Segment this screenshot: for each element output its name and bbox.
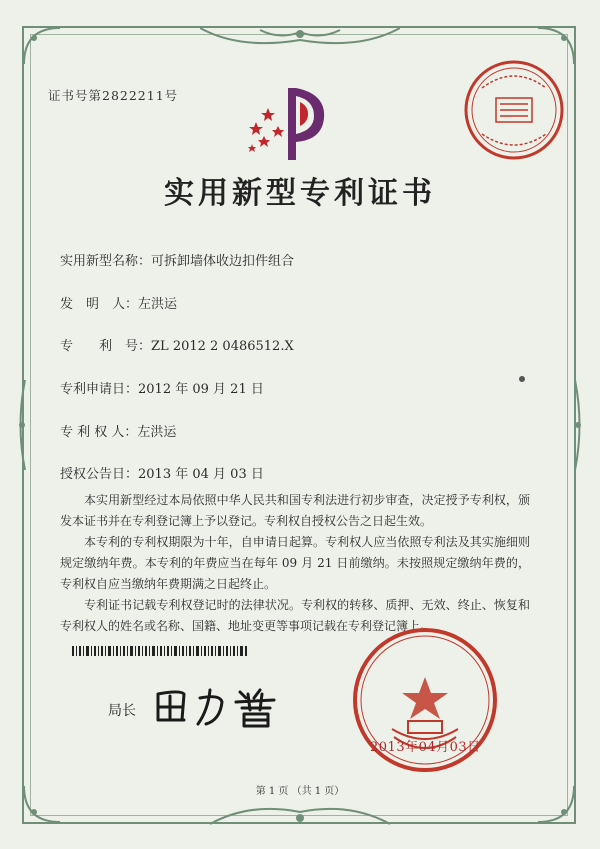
right-side-ornament (566, 380, 584, 470)
field-label: 专 利 号： (60, 339, 152, 354)
field-label: 授权公告日： (60, 467, 139, 482)
field-patentee (60, 421, 176, 440)
tax-stamp (462, 58, 566, 162)
field-label: 发 明 人： (60, 297, 139, 312)
field-patent-number (60, 335, 294, 354)
certificate-number: 证书号第2822211号 (48, 88, 179, 103)
field-grant-date (60, 463, 264, 482)
field-inventor (60, 293, 177, 312)
certificate-title: 实用新型专利证书 (164, 176, 436, 211)
field-value: ZL 2012 2 0486512.X (151, 339, 294, 354)
body-paragraph: 本专利的专利权期限为十年，自申请日起算。专利权人应当依照专利法及其实施细则规定缴纳年费。本专利的年费应当在每年 09 月 21 日前缴纳。未按照规定缴纳年费的，专利权自应当缴纳年费期满之日起终止。 (60, 535, 530, 591)
decorative-dot (519, 376, 525, 382)
field-value: 左洪运 (138, 297, 178, 312)
corner-ornament-tl (22, 26, 62, 66)
left-side-ornament (16, 380, 34, 470)
director-label: 局长 (108, 703, 136, 719)
bottom-ornament (210, 800, 390, 826)
director-signature (150, 680, 290, 730)
body-paragraph: 本实用新型经过本局依照中华人民共和国专利法进行初步审查，决定授予专利权，颁发本证书并在专利登记簿上予以登记。专利权自授权公告之日起生效。 (60, 493, 530, 528)
field-label: 专利申请日： (60, 382, 139, 397)
field-application-date (60, 378, 264, 397)
page-number: 第 1 页 （共 1 页） (255, 786, 345, 797)
seal-date: 2013年04月03日 (370, 740, 481, 755)
field-utility-model-name (60, 250, 294, 269)
field-value: 2012 年 09 月 21 日 (138, 382, 264, 397)
field-value: 可拆卸墙体收边扣件组合 (151, 254, 295, 269)
field-value: 左洪运 (137, 425, 177, 440)
field-value: 2013 年 04 月 03 日 (138, 467, 264, 482)
certificate-body (60, 490, 530, 637)
body-paragraph: 专利证书记载专利权登记时的法律状况。专利权的转移、质押、无效、终止、恢复和专利权人的姓名或名称、国籍、地址变更等事项记载在专利登记簿上。 (60, 598, 530, 633)
patent-office-logo (242, 82, 330, 164)
field-label: 专 利 权 人： (60, 425, 138, 440)
barcode (72, 646, 248, 656)
field-label: 实用新型名称： (60, 254, 152, 269)
top-ornament (200, 26, 400, 52)
